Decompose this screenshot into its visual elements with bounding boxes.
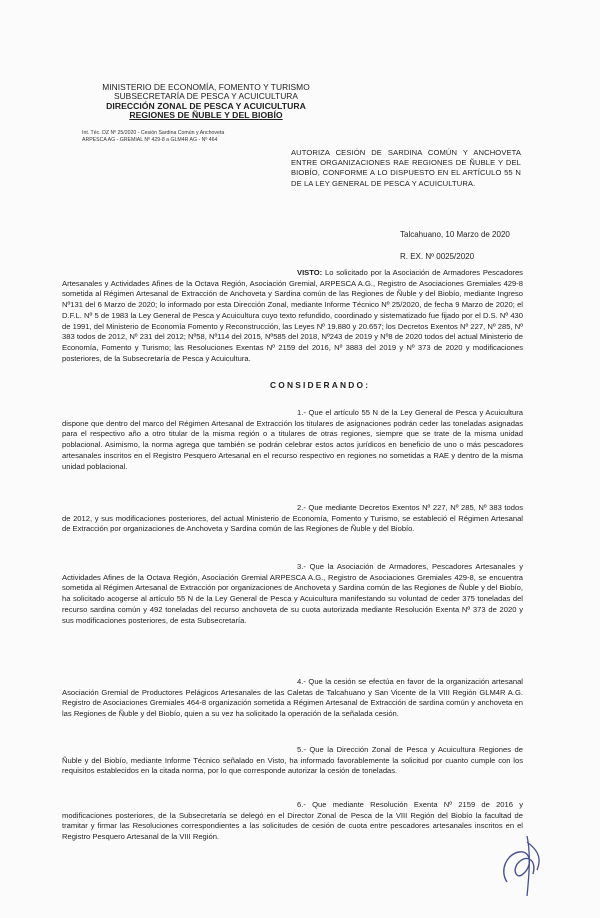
- considerando-paragraph: 5.- Que la Dirección Zonal de Pesca y Acuicultura Regiones de Ñuble y del Biobío, mediante Informe Técnico señalado en Visto, ha informado favorablemente la solicitud por cuanto cumple con los requisitos establecidos en la citada norma, por lo que corresponde autorizar la cesión de toneladas.: [62, 745, 523, 776]
- considerando-paragraph: 2.- Que mediante Decretos Exentos Nº 227, Nº 285, Nº 383 todos de 2012, y sus modificaciones posteriores, del actual Ministerio de Economía, Fomento y Turismo, se estableció el Régimen Artesanal de Extracción por organizaciones de Anchoveta y Sardina común de las Regiones de Ñuble y del Biobío.: [62, 503, 523, 534]
- considerando-paragraph: 1.- Que el artículo 55 N de la Ley General de Pesca y Acuicultura dispone que dentro del marco del Régimen Artesanal de Extracción los titulares de asignaciones podrán ceder las toneladas asignadas para el respectivo año a otro titular de la misma región o a titulares de otras regiones, siempre que se trate de la misma unidad poblacional. Asimismo, la norma agrega que también se podrán celebrar estos actos jurídicos en beneficio de uno o más pescadores artesanales inscritos en el Registro Pesquero Artesanal en el recurso respectivo en regiones no sometidas a RAE y dentro de la misma unidad poblacional.: [62, 408, 523, 471]
- visto-text: Lo solicitado por la Asociación de Armadores Pescadores Artesanales y Actividades Afines de la Octava Región, Asociación Gremial, ARPESCA A.G., Registro de Asociaciones Gremiales 429-8 sometida al Régimen Artesanal de Extracción de Anchoveta y Sardina común de las Regiones de Ñuble y del Biobío, mediante Ingreso Nº131 del 6 Marzo de 2020; lo informado por esta Dirección Zonal, mediante Informe Técnico Nº 25/2020, de fecha 9 Marzo de 2020; el D.F.L. Nº 5 de 1983 la Ley General de Pesca y Acuicultura cuyo texto refundido, coordinado y sistematizado fue fijado por el D.S. Nº 430 de 1991, del Ministerio de Economía Fomento y Reconstrucción, las Leyes Nº 19.880 y 20.657; los Decretos Exentos Nº 227, Nº 285, Nº 383 todos de 2012, Nº 231 del 2012; Nº58, Nº114 del 2015, Nº585 del 2018, Nº243 de 2019 y Nº8 de 2020 todos del actual Ministerio de Economía, Fomento y Turismo; las Resoluciones Exentas Nº 2159 del 2016, Nº 3883 del 2019 y Nº 373 de 2020 y modificaciones posteriores, de la Subsecretaría de Pesca y Acuicultura.: [62, 268, 523, 363]
- visto-label: VISTO:: [297, 268, 323, 277]
- resolution-number: R. EX. Nº 0025/2020: [400, 252, 475, 261]
- place-and-date: Talcahuano, 10 Marzo de 2020: [400, 230, 510, 239]
- resolution-subject: AUTORIZA CESIÓN DE SARDINA COMÚN Y ANCHOVETA ENTRE ORGANIZACIONES RAE REGIONES DE ÑUBLE Y DEL BIOBÍO, CONFORME A LO DISPUESTO EN EL ARTÍCULO 55 N DE LA LEY GENERAL DE PESCA Y ACUICULTURA.: [291, 148, 521, 188]
- considerando-heading: CONSIDERANDO:: [270, 380, 371, 390]
- considerando-paragraph: 4.- Que la cesión se efectúa en favor de la organización artesanal Asociación Gremial de Productores Pelágicos Artesanales de las Caletas de Talcahuano y San Vicente de la VIII Región GLM4R A.G. Registro de Asociaciones Gremiales 464-8 organización sometida a Régimen Artesanal de Extracción de sardina común y anchoveta en las Regiones de Ñuble y del Biobío, quien a su vez ha solicitado la operación de la señalada cesión.: [62, 677, 523, 719]
- ministry-name: MINISTERIO DE ECONOMÍA, FOMENTO Y TURISMO: [102, 82, 310, 92]
- considerando-paragraph: 3.- Que la Asociación de Armadores, Pescadores Artesanales y Actividades Afines de la Octava Región, Asociación Gremial ARPESCA A.G., Registro de Asociaciones Gremiales 429-8, se encuentra sometida al Régimen Artesanal de Extracción por organizaciones de Anchoveta y Sardina común de las Regiones de Ñuble y del Biobío, ha solicitado acogerse al artículo 55 N de la Ley General de Pesca y Acuicultura manifestando su voluntad de ceder 375 toneladas del recurso sardina común y 492 toneladas del recurso anchoveta de su cuota autorizada mediante Resolución Exenta Nº 373 de 2020 y sus modificaciones posteriores, de esta Subsecretaría.: [62, 562, 523, 625]
- reference-note: [82, 130, 332, 144]
- undersecretariat-name: SUBSECRETARÍA DE PESCA Y ACUICULTURA: [113, 91, 299, 102]
- regions-name: REGIONES DE ÑUBLE Y DEL BIOBÍO: [129, 110, 283, 121]
- issuer-header: [86, 83, 326, 121]
- signature-mark: [497, 830, 557, 900]
- considerando-paragraph: 6.- Que mediante Resolución Exenta Nº 2159 de 2016 y modificaciones posteriores, de la Subsecretaría se delegó en el Director Zonal de Pesca de la VIII Región del Biobío la facultad de tramitar y firmar las Resoluciones correspondientes a las solicitudes de cesión de cuota entre pescadores artesanales inscritos en el Registro Pesquero Artesanal de la VIII Región.: [62, 800, 523, 842]
- visto-paragraph: [62, 268, 523, 364]
- reference-line: Int. Téc. DZ Nº 25/2020 - Cesión Sardina Común y Anchoveta: [82, 130, 225, 136]
- zonal-directorate-name: DIRECCIÓN ZONAL DE PESCA Y ACUICULTURA: [106, 100, 306, 111]
- reference-line: ARPESCA AG - GREMIAL Nº 429-8 a GLM4R AG - Nº 464: [82, 136, 218, 143]
